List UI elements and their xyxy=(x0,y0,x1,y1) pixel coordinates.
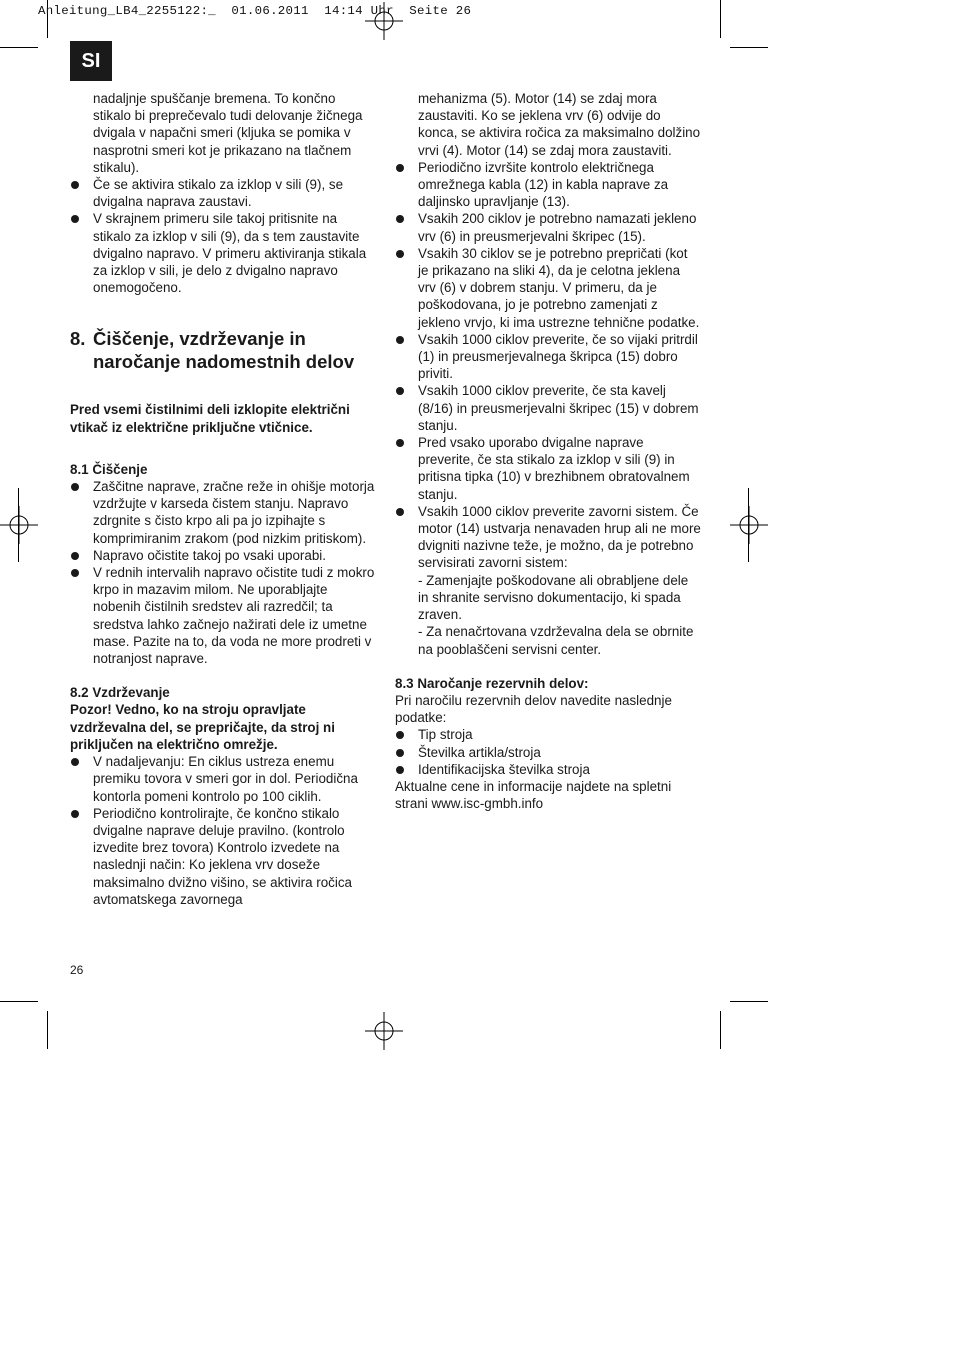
list-item: Vsakih 30 ciklov se je potrebno prepričati (kot je prikazano na sliki 4), da je celotna jeklena vrv (6) v dobrem stanju. V primeru, da je poškodovana, jo je potrebno zamenjati z jekleno vrvjo, ki ima ustrezne tehnične podatke. xyxy=(395,245,701,331)
crop-mark xyxy=(730,47,768,48)
page-number: 26 xyxy=(70,963,84,977)
list-item: V nadaljevanju: En ciklus ustreza enemu premiku tovora v smeri gor in dol. Periodična kontorla pomeni kontrolo po 100 ciklih. xyxy=(70,753,376,805)
list-item: Pred vsako uporabo dvigalne naprave preverite, če sta stikalo za izklop v sili (9) in pritisna tipka (10) v brezhibnem obratovalnem stanju. xyxy=(395,434,701,503)
registration-mark-icon xyxy=(365,1012,403,1050)
crop-mark xyxy=(0,1001,38,1002)
list-item: Tip stroja xyxy=(395,726,701,743)
list-item: Če se aktivira stikalo za izklop v sili (9), se dvigalna naprava zaustavi. xyxy=(70,176,376,210)
crop-mark xyxy=(0,47,38,48)
list-subitem: - Za nenačrtovana vzdrževalna dela se obrnite na pooblaščeni servisni center. xyxy=(418,624,694,657)
section-number: 8. xyxy=(70,328,86,350)
paragraph: Aktualne cene in informacije najdete na spletni strani www.isc-gmbh.info xyxy=(395,778,672,812)
paragraph: nadaljnje spuščanje bremena. To končno stikalo bi preprečevalo tudi delovanje žičnega dvigala v napačni smeri (kljuka se pomika v nasprotni smeri kot je prikazano na tlačnem stikalu). xyxy=(93,91,363,175)
subsection-title: 8.1 Čiščenje xyxy=(70,461,148,477)
print-slug: Anleitung_LB4_2255122:_ 01.06.2011 14:14 Uhr Seite 26 xyxy=(38,4,472,18)
list-item: Vsakih 1000 ciklov preverite, če so vijaki pritrdil (1) in preusmerjevalnega škripca (15) dobro priviti. xyxy=(395,331,701,383)
crop-mark xyxy=(730,1001,768,1002)
subsection-title: 8.3 Naročanje rezervnih delov: xyxy=(395,675,589,691)
registration-mark-icon xyxy=(730,506,768,544)
crop-mark xyxy=(720,0,721,38)
list-item: Vsakih 1000 ciklov preverite zavorni sistem. Če motor (14) ustvarja nenavaden hrup ali ne more dvigniti nazivne teže, je možno, da je potrebno servisirati zavorni sistem: xyxy=(395,503,701,572)
subsection-title: 8.2 Vzdrževanje xyxy=(70,685,170,701)
list-item: Številka artikla/stroja xyxy=(395,744,701,761)
list-item: Zaščitne naprave, zračne reže in ohišje motorja vzdržujte v karseda čistem stanju. Napravo zdrgnite s čisto krpo ali pa jo izpihajte s komprimiranim zrakom (pod nizkim pritiskom). xyxy=(70,478,376,547)
warning-text: Pozor! Vedno, ko na stroju opravljate vzdrževalna del, se prepričajte, da stroj ni priključen na električno omrežje. xyxy=(70,702,335,752)
crop-mark xyxy=(748,488,749,562)
paragraph: Pri naročilu rezervnih delov navedite naslednje podatke: xyxy=(395,692,672,726)
registration-mark-icon xyxy=(0,506,38,544)
crop-mark xyxy=(720,1011,721,1049)
language-badge: SI xyxy=(70,41,112,81)
warning-text: Pred vsemi čistilnimi deli izklopite električni vtikač iz električne priključne vtičnice. xyxy=(70,402,350,435)
section-heading xyxy=(70,327,376,373)
list-item: Periodično izvršite kontrolo električnega omrežnega kabla (12) in kabla naprave za daljinsko upravljanje (13). xyxy=(395,159,701,211)
paragraph: mehanizma (5). Motor (14) se zdaj mora zaustaviti. Ko se jeklena vrv (6) odvije do konca, se aktivira ročica za maksimalno dolžino vrvi (4). Motor (14) se zdaj mora zaustaviti. xyxy=(418,91,701,158)
list-item: V skrajnem primeru sile takoj pritisnite na stikalo za izklop v sili (9), da s tem zaustavite dvigalno napravo. V primeru aktiviranja stikala za izklop v sili, je delo z dvigalno napravo onemogočeno. xyxy=(70,210,376,296)
list-item: Vsakih 1000 ciklov preverite, če sta kavelj (8/16) in preusmerjevalni škripec (15) v dobrem stanju. xyxy=(395,382,701,434)
crop-mark xyxy=(47,1011,48,1049)
list-item: Vsakih 200 ciklov je potrebno namazati jekleno vrv (6) in preusmerjevalni škripec (15). xyxy=(395,210,701,244)
list-item: Napravo očistite takoj po vsaki uporabi. xyxy=(70,547,376,564)
list-item: Identifikacijska številka stroja xyxy=(395,761,701,778)
left-column xyxy=(70,90,376,908)
list-item: V rednih intervalih napravo očistite tudi z mokro krpo in mazavim milom. Ne uporabljajte nobenih čistilnih sredstev ali razredčil; ta sredstva lahko začnejo nažirati dele iz umetne mase. Pazite na to, da voda ne more prodreti v notranjost naprave. xyxy=(70,564,376,667)
crop-mark xyxy=(18,488,19,562)
list-item: Periodično kontrolirajte, če končno stikalo dvigalne naprave deluje pravilno. (kontrolo izvedite brez tovora) Kontrolo izvedete na naslednji način: Ko jeklena vrv doseže maksimalno dvižno višino, se aktivira ročica avtomatskega zavornega xyxy=(70,805,376,908)
section-title: Čiščenje, vzdrževanje in naročanje nadomestnih delov xyxy=(93,328,355,373)
right-column xyxy=(395,90,701,812)
list-subitem: - Zamenjajte poškodovane ali obrabljene dele in shranite servisno dokumentacijo, ki spada zraven. xyxy=(418,572,689,623)
